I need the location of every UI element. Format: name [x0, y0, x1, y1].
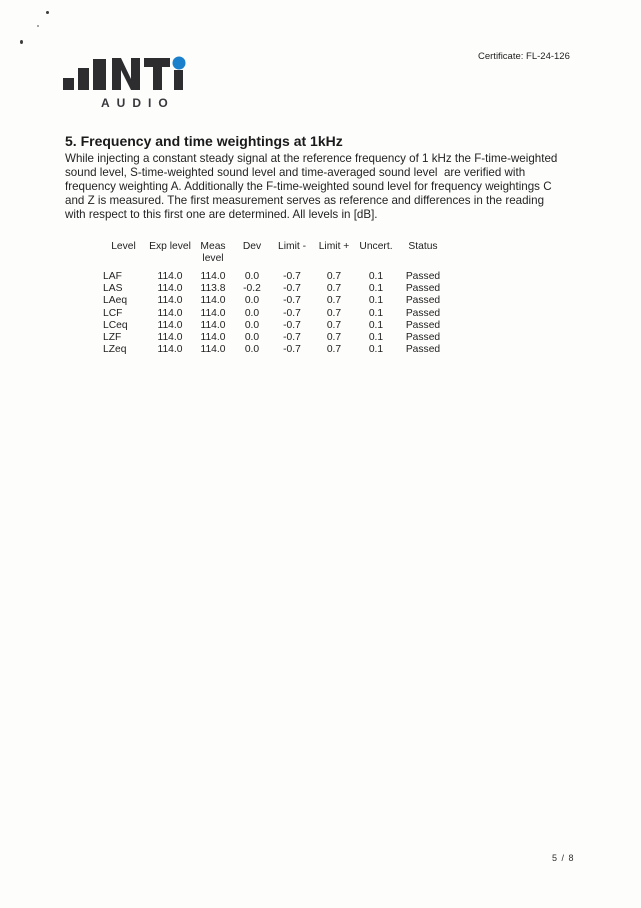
table-cell: 0.7 [326, 344, 342, 356]
table-cell: LAeq [103, 295, 128, 307]
table-cell: -0.7 [283, 319, 301, 331]
table-body [100, 271, 449, 356]
table-cell: 114.0 [157, 295, 183, 307]
table-cell: LAS [103, 283, 123, 295]
nti-logo-mark [58, 55, 188, 93]
table-cell: 114.0 [157, 344, 183, 356]
column-header: Status [408, 241, 438, 252]
table-cell: 114.0 [200, 319, 226, 331]
table-cell: 0.0 [244, 332, 260, 344]
measurement-table [100, 241, 449, 356]
certificate-label: Certificate: FL-24-126 [478, 51, 570, 62]
table-cell: 0.0 [244, 307, 260, 319]
table-cell: -0.7 [283, 283, 301, 295]
table-cell: 114.0 [200, 344, 226, 356]
table-cell: 114.0 [157, 319, 183, 331]
table-cell: Passed [405, 307, 441, 319]
table-row [100, 283, 449, 295]
table-cell: 0.1 [368, 332, 384, 344]
table-cell: -0.2 [243, 283, 261, 295]
table-cell: -0.7 [283, 344, 301, 356]
scan-speck [20, 40, 23, 44]
table-cell: 114.0 [157, 283, 183, 295]
table-cell: Passed [405, 319, 441, 331]
table-cell: LCF [103, 307, 123, 319]
table-cell: 114.0 [157, 332, 183, 344]
paragraph-line: frequency weighting A. Additionally the F-time-weighted sound level for frequency weightings C [65, 180, 552, 194]
table-row [100, 295, 449, 307]
paragraph-line: and Z is measured. The first measurement serves as reference and differences in the reading [65, 194, 545, 208]
logo-audio-text: AUDIO [101, 96, 175, 110]
table-row [100, 332, 449, 344]
table-cell: 0.1 [368, 307, 384, 319]
column-header: Limit - [277, 241, 307, 252]
scan-speck [37, 25, 39, 27]
table-cell: Passed [405, 295, 441, 307]
table-row [100, 320, 449, 332]
section-heading: 5. Frequency and time weightings at 1kHz [65, 133, 343, 149]
table-cell: 0.7 [326, 295, 342, 307]
logo-blue-dot [173, 57, 186, 70]
column-header: Limit + [318, 241, 350, 252]
table-cell: 0.0 [244, 319, 260, 331]
paragraph-line: with respect to this first one are determined. All levels in [dB]. [65, 208, 378, 222]
table-cell: LZeq [103, 344, 127, 356]
table-cell: 114.0 [200, 295, 226, 307]
table-cell: 0.1 [368, 344, 384, 356]
table-cell: 114.0 [200, 307, 226, 319]
paragraph-line: While injecting a constant steady signal at the reference frequency of 1 kHz the F-time-weighted [65, 152, 558, 165]
table-cell: LZF [103, 332, 122, 344]
column-header: Uncert. [359, 241, 393, 252]
table-cell: 0.7 [326, 307, 342, 319]
column-header: Dev [242, 241, 262, 252]
table-cell: 0.1 [368, 295, 384, 307]
column-header: Meas level [200, 241, 226, 264]
table-cell: 0.7 [326, 283, 342, 295]
table-cell: 0.0 [244, 344, 260, 356]
table-cell: 114.0 [157, 271, 183, 282]
table-cell: LCeq [103, 319, 128, 331]
table-header-row [100, 241, 449, 271]
table-cell: 0.0 [244, 271, 260, 282]
table-cell: 113.8 [200, 283, 226, 295]
table-cell: 0.1 [368, 319, 384, 331]
table-cell: 0.1 [368, 283, 384, 295]
table-cell: -0.7 [283, 295, 301, 307]
table-cell: 114.0 [200, 332, 226, 344]
table-row [100, 344, 449, 356]
table-cell: 0.7 [326, 332, 342, 344]
table-row [100, 271, 449, 283]
table-row [100, 308, 449, 320]
table-cell: Passed [405, 332, 441, 344]
table-cell: Passed [405, 344, 441, 356]
scan-speck [46, 11, 49, 14]
table-cell: Passed [405, 271, 441, 282]
column-header: Exp level [149, 241, 191, 252]
table-cell: 114.0 [200, 271, 226, 282]
table-cell: LAF [103, 271, 122, 282]
table-cell: Passed [405, 283, 441, 295]
table-cell: -0.7 [283, 271, 301, 282]
table-cell: 0.1 [368, 271, 384, 282]
table-cell: 0.7 [326, 319, 342, 331]
table-cell: 0.7 [326, 271, 342, 282]
table-cell: 0.0 [244, 295, 260, 307]
body-paragraph [65, 152, 557, 222]
nti-audio-logo [58, 55, 188, 110]
paragraph-line: sound level, S-time-weighted sound level and time-averaged sound level are verified with [65, 166, 526, 180]
page-number: 5 / 8 [552, 853, 575, 863]
table-cell: -0.7 [283, 332, 301, 344]
table-cell: -0.7 [283, 307, 301, 319]
table-cell: 114.0 [157, 307, 183, 319]
column-header: Level [111, 241, 136, 252]
